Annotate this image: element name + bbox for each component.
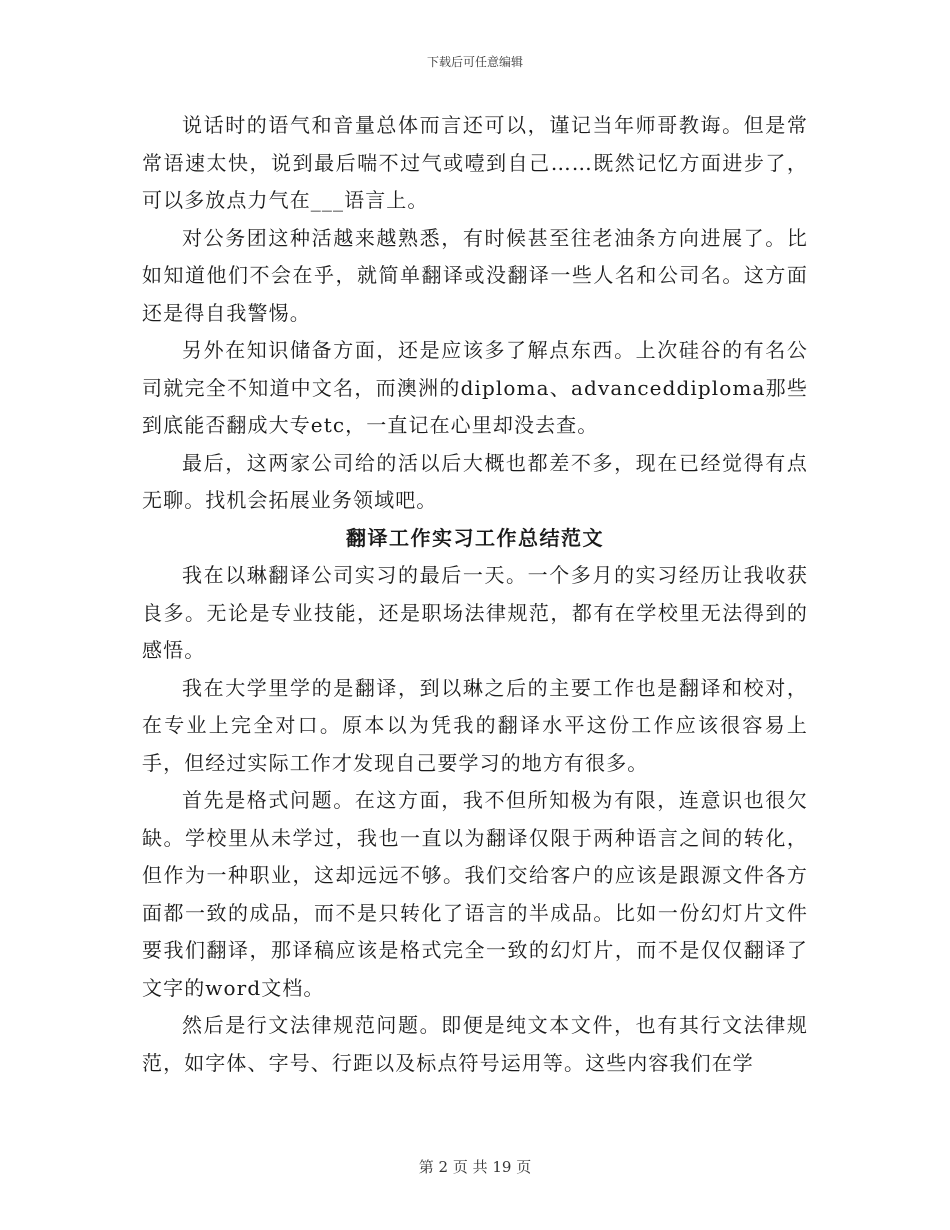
paragraph-business-group: 对公务团这种活越来越熟悉，有时候甚至往老油条方向进展了。比如知道他们不会在乎，就简单翻译或没翻译一些人名和公司名。这方面还是得自我警惕。 <box>142 225 808 325</box>
paragraph-writing-norms: 然后是行文法律规范问题。即便是纯文本文件，也有其行文法律规范，如字体、字号、行距以及标点符号运用等。这些内容我们在学 <box>142 1013 808 1075</box>
page-header: 下载后可任意编辑 <box>426 55 523 69</box>
document-body <box>142 107 808 1082</box>
paragraph-internship-intro: 我在以琳翻译公司实习的最后一天。一个多月的实习经历让我收获良多。无论是专业技能，还是职场法律规范，都有在学校里无法得到的感悟。 <box>142 563 808 662</box>
paragraph-knowledge-reserve: 另外在知识储备方面，还是应该多了解点东西。上次硅谷的有名公司就完全不知道中文名，而澳洲的diploma、advanceddiploma那些到底能否翻成大专etc，一直记在心里却没去查。 <box>142 338 808 437</box>
paragraph-format-issue: 首先是格式问题。在这方面，我不但所知极为有限，连意识也很欠缺。学校里从未学过，我也一直以为翻译仅限于两种语言之间的转化，但作为一种职业，这却远远不够。我们交给客户的应该是跟源文件各方面都一致的成品，而不是只转化了语言的半成品。比如一份幻灯片文件要我们翻译，那译稿应该是格式完全一致的幻灯片，而不是仅仅翻译了文字的word文档。 <box>142 788 808 1000</box>
page-footer: 第 2 页 共 19 页 <box>418 1158 532 1176</box>
section-heading: 翻译工作实习工作总结范文 <box>346 525 604 550</box>
paragraph-speech-tone: 说话时的语气和音量总体而言还可以，谨记当年师哥教诲。但是常常语速太快，说到最后喘不过气或噎到自己……既然记忆方面进步了，可以多放点力气在___语言上。 <box>142 113 808 212</box>
paragraph-major: 我在大学里学的是翻译，到以琳之后的主要工作也是翻译和校对，在专业上完全对口。原本以为凭我的翻译水平这份工作应该很容易上手，但经过实际工作才发现自己要学习的地方有很多。 <box>142 675 808 775</box>
paragraph-conclusion: 最后，这两家公司给的活以后大概也都差不多，现在已经觉得有点无聊。找机会拓展业务领域吧。 <box>142 450 808 512</box>
